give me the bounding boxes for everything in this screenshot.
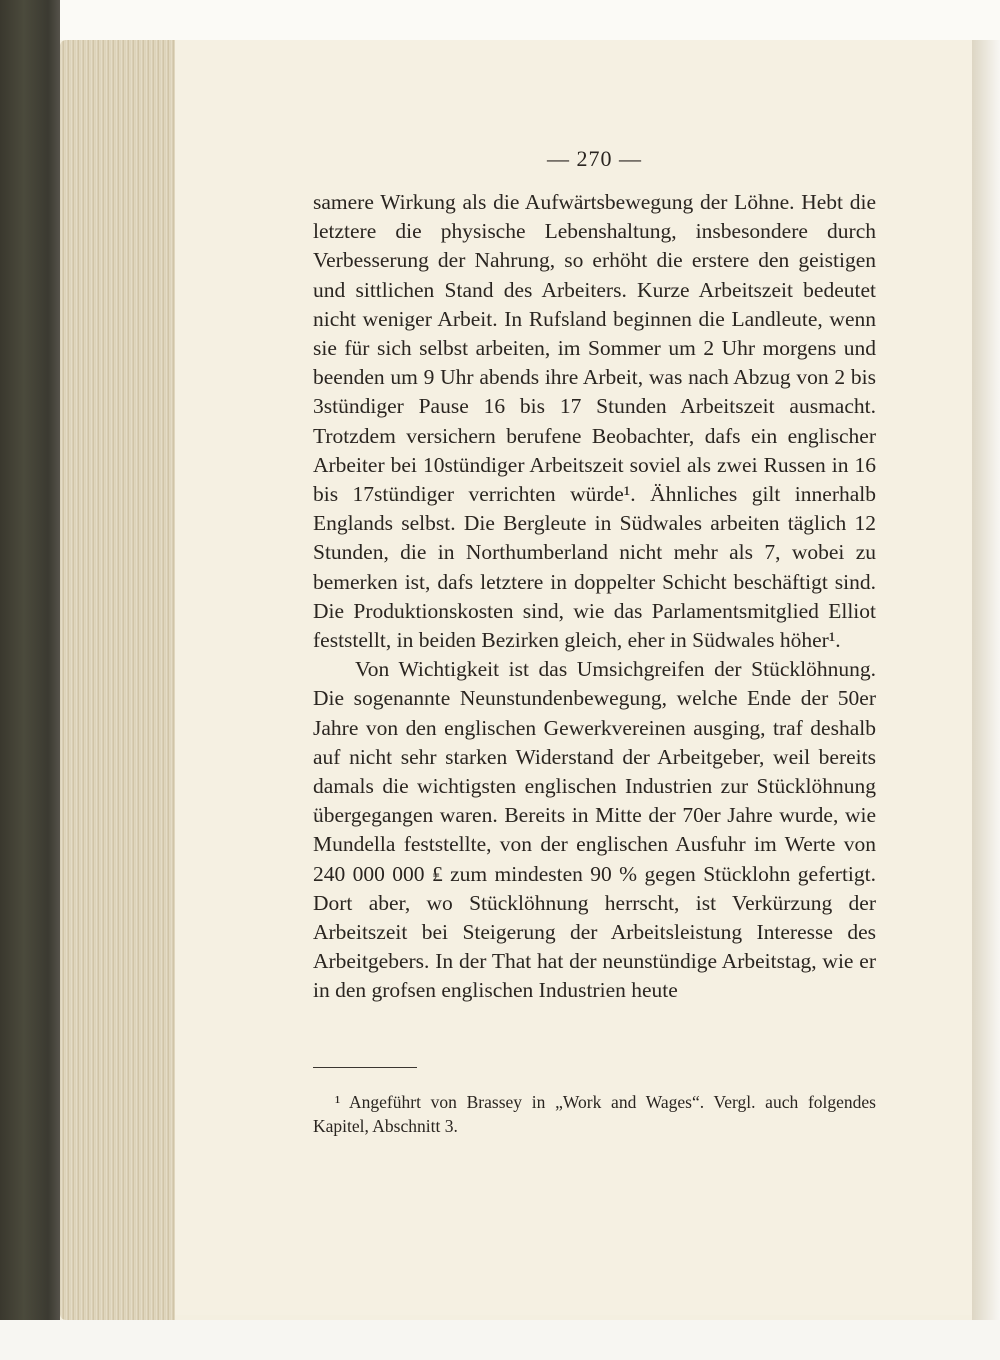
scan-bottom-margin xyxy=(0,1320,1000,1360)
page-number: — 270 — xyxy=(547,146,642,171)
scan-top-margin xyxy=(0,0,1000,40)
footnote-rule xyxy=(313,1067,417,1068)
page-stack-edges xyxy=(60,40,175,1320)
footnote: ¹ Angeführt von Brassey in „Work and Wages“. Vergl. auch folgendes Kapitel, Abschnitt 3. xyxy=(313,1092,876,1136)
page-gutter-right xyxy=(972,40,1000,1330)
book-cover-edge xyxy=(0,0,60,1360)
paragraph-1: samere Wirkung als die Aufwärtsbewegung der Löhne. Hebt die letztere die physische Lebenshaltung, insbesondere durch Verbesserung der Nahrung, so erhöht die erstere den geistigen und sittlichen Stand des Arbeiters. Kurze Arbeitszeit bedeutet nicht weniger Arbeit. In Rufsland beginnen die Landleute, wenn sie für sich selbst arbeiten, im Sommer um 2 Uhr morgens und beenden um 9 Uhr abends ihre Arbeit, was nach Abzug von 2 bis 3stündiger Pause 16 bis 17 Stunden Arbeitszeit ausmacht. Trotzdem versichern berufene Beobachter, dafs ein englischer Arbeiter bei 10stündiger Arbeitszeit soviel als zwei Russen in 16 bis 17stündiger verrichten würde¹. Ähnliches gilt innerhalb Englands selbst. Die Bergleute in Südwales arbeiten täglich 12 Stunden, die in Northumberland nicht mehr als 7, wobei zu bemerken ist, dafs letztere in doppelter Schicht beschäftigt sind. Die Produktionskosten sind, wie das Parlamentsmitglied Elliot feststellt, in beiden Bezirken gleich, eher in Südwales höher¹. xyxy=(313,190,876,653)
paragraph-2: Von Wichtigkeit ist das Umsichgreifen der Stücklöhnung. Die sogenannte Neunstundenbewegung, welche Ende der 50er Jahre von den englischen Gewerkvereinen ausging, traf deshalb auf nicht sehr starken Widerstand der Arbeitgeber, weil bereits damals die wichtigsten englischen Industrien zur Stücklöhnung übergegangen waren. Bereits in Mitte der 70er Jahre wurde, wie Mundella feststellte, von der englischen Ausfuhr im Werte von 240 000 000 ₤ zum mindesten 90 % gegen Stücklohn gefertigt. Dort aber, wo Stücklöhnung herrscht, ist Verkürzung der Arbeitszeit bei Steigerung der Arbeitsleistung Interesse des Arbeitgebers. In der That hat der neunstündige Arbeitstag, wie er in den grofsen englischen Industrien heute xyxy=(313,657,876,1003)
main-text xyxy=(313,188,876,1006)
